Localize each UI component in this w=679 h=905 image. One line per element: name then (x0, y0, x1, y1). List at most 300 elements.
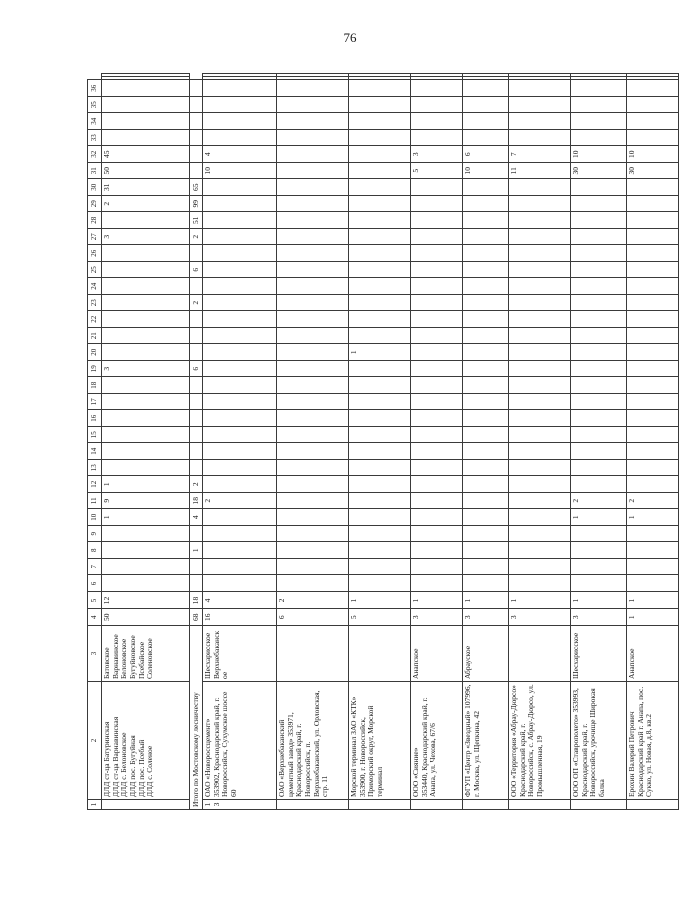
value-cell: 9 (102, 493, 190, 510)
value-cell (509, 493, 571, 510)
value-cell (627, 245, 679, 262)
value-cell (190, 328, 203, 345)
value-cell: 4 (203, 146, 277, 163)
value-cell: 16 (203, 609, 277, 626)
value-cell (277, 245, 349, 262)
value-cell: 2 (190, 476, 203, 493)
value-cell: 6 (190, 262, 203, 279)
value-cell (509, 245, 571, 262)
value-cell: 5 (349, 609, 411, 626)
value-cell (509, 229, 571, 246)
row-number (571, 800, 627, 810)
table-row (102, 74, 190, 810)
value-cell (277, 130, 349, 147)
value-cell (463, 278, 509, 295)
value-cell (571, 394, 627, 411)
value-cell (203, 311, 277, 328)
value-cell (190, 245, 203, 262)
value-cell (349, 361, 411, 378)
value-cell (411, 377, 463, 394)
value-cell (627, 394, 679, 411)
value-cell (509, 410, 571, 427)
value-cell (627, 559, 679, 576)
value-cell (349, 476, 411, 493)
value-cell (277, 163, 349, 180)
value-cell (277, 410, 349, 427)
value-cell (411, 476, 463, 493)
column-number: 6 (88, 575, 102, 592)
value-cell (571, 196, 627, 213)
value-cell (571, 575, 627, 592)
value-cell: 30 (627, 163, 679, 180)
value-cell (509, 80, 571, 97)
value-cell: 10 (627, 146, 679, 163)
value-cell (509, 427, 571, 444)
column-number: 20 (88, 344, 102, 361)
value-cell (277, 476, 349, 493)
table-row (277, 74, 349, 810)
value-cell (349, 212, 411, 229)
column-number-row (88, 74, 102, 810)
organization-cell: ДЛД ст-ца Батуринская ДЛД ст-ца Варнавинская ДЛД с. Белоновское ДЛД пос. Бугуйная ДЛД пос. Псебый ДЛД с. Соленое (102, 682, 190, 800)
table-row (463, 74, 509, 810)
value-cell (203, 179, 277, 196)
value-cell (203, 74, 277, 77)
value-cell (277, 377, 349, 394)
value-cell (509, 509, 571, 526)
value-cell (571, 542, 627, 559)
column-number: 17 (88, 394, 102, 411)
value-cell (411, 493, 463, 510)
value-cell: 3 (411, 609, 463, 626)
value-cell: 1 (411, 592, 463, 609)
value-cell: 1 (571, 592, 627, 609)
value-cell (349, 245, 411, 262)
value-cell: 3 (509, 609, 571, 626)
value-cell: 2 (203, 493, 277, 510)
value-cell: 2 (277, 592, 349, 609)
value-cell (203, 97, 277, 114)
value-cell (102, 74, 190, 77)
forest-district-cell: Анапское (627, 626, 679, 682)
value-cell (571, 559, 627, 576)
table-row (509, 74, 571, 810)
value-cell (349, 559, 411, 576)
value-cell (411, 427, 463, 444)
value-cell (411, 361, 463, 378)
forest-district-cell: Шесхарисское Верхнебаканское (203, 626, 277, 682)
row-number (102, 800, 190, 810)
value-cell (277, 97, 349, 114)
value-cell (203, 113, 277, 130)
organization-cell: ООО «Территория «Абрау-Дюрсо» Краснодарский край, г. Новороссийск, с. Абрау-Дюрсо, ул. Промышленная, 19 (509, 682, 571, 800)
data-table (87, 73, 679, 810)
value-cell (509, 526, 571, 543)
value-cell (627, 344, 679, 361)
value-cell (571, 74, 627, 77)
forest-district-cell (349, 626, 411, 682)
value-cell (190, 163, 203, 180)
value-cell (411, 328, 463, 345)
value-cell (571, 130, 627, 147)
value-cell (102, 460, 190, 477)
table-row (627, 74, 679, 810)
value-cell (627, 460, 679, 477)
value-cell (463, 427, 509, 444)
value-cell (463, 344, 509, 361)
value-cell (509, 278, 571, 295)
value-cell (277, 542, 349, 559)
value-cell (463, 229, 509, 246)
value-cell (509, 476, 571, 493)
value-cell (463, 394, 509, 411)
value-cell (102, 80, 190, 97)
value-cell (509, 212, 571, 229)
column-number: 21 (88, 328, 102, 345)
value-cell: 7 (509, 146, 571, 163)
value-cell (102, 295, 190, 312)
value-cell: 51 (190, 212, 203, 229)
column-number: 9 (88, 526, 102, 543)
value-cell (349, 575, 411, 592)
value-cell: 2 (190, 295, 203, 312)
value-cell (349, 509, 411, 526)
value-cell (509, 394, 571, 411)
value-cell (102, 77, 190, 80)
value-cell (509, 179, 571, 196)
value-cell (463, 443, 509, 460)
value-cell: 12 (102, 592, 190, 609)
row-number (463, 800, 509, 810)
value-cell (627, 328, 679, 345)
value-cell (190, 443, 203, 460)
rotated-table-wrapper (87, 73, 654, 810)
value-cell (411, 196, 463, 213)
value-cell (203, 344, 277, 361)
column-number: 26 (88, 245, 102, 262)
value-cell (571, 229, 627, 246)
value-cell (411, 130, 463, 147)
value-cell (102, 410, 190, 427)
value-cell (102, 575, 190, 592)
row-number: 13 (203, 800, 277, 810)
value-cell (190, 130, 203, 147)
column-number: 24 (88, 278, 102, 295)
value-cell (203, 443, 277, 460)
column-number: 1 (88, 800, 102, 810)
value-cell (190, 97, 203, 114)
value-cell (277, 146, 349, 163)
value-cell (203, 245, 277, 262)
value-cell (463, 542, 509, 559)
value-cell (411, 410, 463, 427)
value-cell (349, 427, 411, 444)
value-cell (627, 278, 679, 295)
value-cell (349, 542, 411, 559)
value-cell (349, 493, 411, 510)
value-cell (349, 295, 411, 312)
value-cell (349, 311, 411, 328)
value-cell (102, 542, 190, 559)
value-cell (509, 559, 571, 576)
value-cell (411, 77, 463, 80)
value-cell (463, 410, 509, 427)
value-cell (349, 113, 411, 130)
value-cell (571, 311, 627, 328)
column-number: 2 (88, 682, 102, 800)
value-cell (509, 97, 571, 114)
value-cell (411, 74, 463, 77)
value-cell (411, 509, 463, 526)
value-cell (190, 394, 203, 411)
value-cell: 45 (102, 146, 190, 163)
value-cell (203, 295, 277, 312)
value-cell (571, 179, 627, 196)
value-cell (277, 179, 349, 196)
column-number: 14 (88, 443, 102, 460)
value-cell (509, 113, 571, 130)
value-cell (102, 394, 190, 411)
value-cell (203, 559, 277, 576)
value-cell (463, 97, 509, 114)
organization-cell: ООО ОП «Ставрополето» 353993, Краснодарский край, г. Новороссийск, урочище Широкая балка (571, 682, 627, 800)
value-cell (277, 311, 349, 328)
value-cell (190, 460, 203, 477)
column-number: 34 (88, 113, 102, 130)
value-cell (627, 77, 679, 80)
value-cell (411, 179, 463, 196)
value-cell (627, 295, 679, 312)
column-number: 25 (88, 262, 102, 279)
value-cell (411, 295, 463, 312)
value-cell (102, 377, 190, 394)
value-cell (349, 460, 411, 477)
page-number: 76 (343, 30, 357, 45)
value-cell (411, 443, 463, 460)
value-cell (349, 443, 411, 460)
value-cell (203, 212, 277, 229)
value-cell (463, 74, 509, 77)
value-cell (277, 278, 349, 295)
value-cell (509, 328, 571, 345)
value-cell (627, 575, 679, 592)
column-number: 32 (88, 146, 102, 163)
value-cell (190, 278, 203, 295)
value-cell (190, 344, 203, 361)
value-cell (203, 196, 277, 213)
value-cell (349, 394, 411, 411)
value-cell: 2 (102, 196, 190, 213)
value-cell (102, 245, 190, 262)
value-cell: 2 (190, 229, 203, 246)
value-cell (203, 526, 277, 543)
value-cell (463, 493, 509, 510)
value-cell (509, 575, 571, 592)
value-cell (411, 460, 463, 477)
column-number: 10 (88, 509, 102, 526)
total-label: Итого по Мостовскому лесничеству (190, 626, 203, 810)
value-cell (463, 262, 509, 279)
value-cell (277, 460, 349, 477)
value-cell (203, 229, 277, 246)
value-cell (571, 97, 627, 114)
value-cell (190, 80, 203, 97)
value-cell (509, 77, 571, 80)
value-cell (349, 80, 411, 97)
value-cell: 1 (627, 592, 679, 609)
value-cell (190, 575, 203, 592)
value-cell (102, 311, 190, 328)
value-cell (509, 196, 571, 213)
forest-district-cell (277, 626, 349, 682)
column-number: 16 (88, 410, 102, 427)
value-cell: 4 (203, 592, 277, 609)
value-cell (509, 311, 571, 328)
value-cell (190, 427, 203, 444)
value-cell: 6 (190, 361, 203, 378)
value-cell (463, 179, 509, 196)
value-cell (277, 394, 349, 411)
value-cell: 11 (509, 163, 571, 180)
value-cell (349, 229, 411, 246)
value-cell (463, 476, 509, 493)
column-number: 11 (88, 493, 102, 510)
column-number: 5 (88, 592, 102, 609)
value-cell (203, 77, 277, 80)
value-cell (190, 559, 203, 576)
column-number: 31 (88, 163, 102, 180)
forest-district-cell (509, 626, 571, 682)
value-cell (349, 278, 411, 295)
value-cell (411, 113, 463, 130)
value-cell (463, 377, 509, 394)
value-cell (190, 526, 203, 543)
value-cell (463, 361, 509, 378)
value-cell (509, 295, 571, 312)
value-cell (277, 509, 349, 526)
value-cell (102, 97, 190, 114)
value-cell (102, 212, 190, 229)
value-cell (627, 262, 679, 279)
value-cell (349, 377, 411, 394)
column-number: 7 (88, 559, 102, 576)
value-cell (411, 262, 463, 279)
value-cell (463, 212, 509, 229)
row-number (627, 800, 679, 810)
value-cell (411, 559, 463, 576)
value-cell (411, 97, 463, 114)
value-cell: 10 (203, 163, 277, 180)
value-cell (509, 361, 571, 378)
value-cell: 65 (190, 179, 203, 196)
column-number: 19 (88, 361, 102, 378)
value-cell (627, 311, 679, 328)
value-cell: 1 (627, 609, 679, 626)
value-cell (102, 262, 190, 279)
column-number: 4 (88, 609, 102, 626)
value-cell: 18 (190, 493, 203, 510)
value-cell (203, 262, 277, 279)
column-number: 33 (88, 130, 102, 147)
value-cell (509, 262, 571, 279)
column-number: 35 (88, 97, 102, 114)
column-number: 30 (88, 179, 102, 196)
value-cell (627, 361, 679, 378)
table-row (411, 74, 463, 810)
organization-cell: Ерохин Валерий Петрович Краснодарский край г. Анапа, пос. Сукко, ул. Новая, д.8, кв.2 (627, 682, 679, 800)
value-cell: 5 (411, 163, 463, 180)
value-cell: 1 (349, 592, 411, 609)
value-cell: 3 (411, 146, 463, 163)
value-cell (190, 410, 203, 427)
value-cell (277, 74, 349, 77)
value-cell (571, 460, 627, 477)
value-cell (277, 328, 349, 345)
value-cell (349, 526, 411, 543)
value-cell (277, 443, 349, 460)
value-cell (571, 80, 627, 97)
forest-district-cell: Батовское Варнавинское Белоновское Бугуйновское Псебайское Соленовское (102, 626, 190, 682)
value-cell (463, 113, 509, 130)
value-cell (411, 278, 463, 295)
value-cell (277, 575, 349, 592)
value-cell (571, 262, 627, 279)
value-cell (463, 196, 509, 213)
value-cell (349, 130, 411, 147)
organization-cell: ОАО «Верхнебаканский цементный завод» 353971, Краснодарский край, г. Новороссийск, п. Верхнебаканский, ул. Орловская, стр. 11 (277, 682, 349, 800)
organization-cell: Морской терминал ЗАО «КТК» 353900, г. Новороссийск, Приморский округ, Морской терминал (349, 682, 411, 800)
value-cell (349, 410, 411, 427)
column-number: 22 (88, 311, 102, 328)
column-number: 8 (88, 542, 102, 559)
forest-district-cell: Анапское (411, 626, 463, 682)
value-cell (203, 509, 277, 526)
value-cell (349, 262, 411, 279)
value-cell (411, 542, 463, 559)
value-cell (203, 410, 277, 427)
value-cell (571, 328, 627, 345)
value-cell (509, 377, 571, 394)
value-cell (203, 130, 277, 147)
value-cell (102, 113, 190, 130)
value-cell (349, 163, 411, 180)
value-cell (627, 179, 679, 196)
column-number: 12 (88, 476, 102, 493)
value-cell (203, 476, 277, 493)
value-cell (571, 245, 627, 262)
forest-district-cell: Шесхарисское (571, 626, 627, 682)
row-number (349, 800, 411, 810)
table-row (203, 74, 277, 810)
value-cell (411, 311, 463, 328)
value-cell (349, 77, 411, 80)
column-number: 29 (88, 196, 102, 213)
value-cell (102, 526, 190, 543)
value-cell (571, 344, 627, 361)
column-number: 3 (88, 626, 102, 682)
value-cell (571, 443, 627, 460)
value-cell (509, 344, 571, 361)
value-cell (102, 278, 190, 295)
value-cell (277, 295, 349, 312)
value-cell (203, 377, 277, 394)
value-cell (102, 559, 190, 576)
value-cell (509, 130, 571, 147)
value-cell (411, 394, 463, 411)
value-cell: 3 (102, 229, 190, 246)
column-number: 15 (88, 427, 102, 444)
value-cell (277, 344, 349, 361)
